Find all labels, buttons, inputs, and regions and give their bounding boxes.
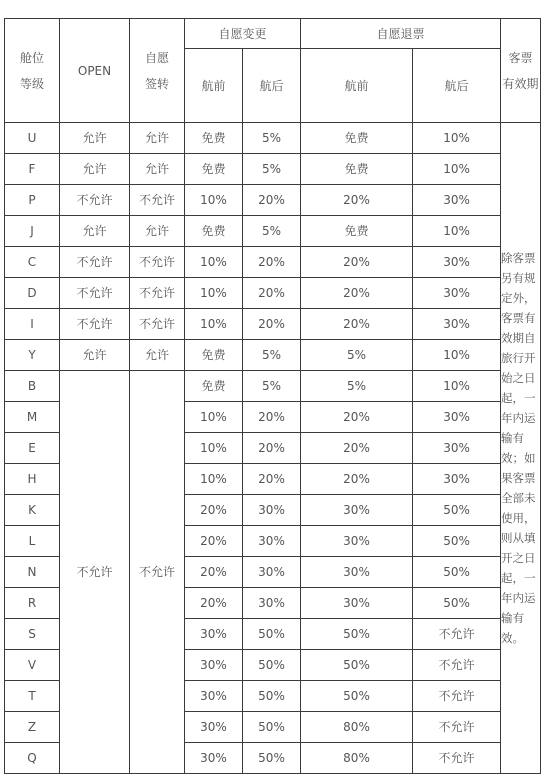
refund-after-cell: 50% [413,526,501,557]
change-before-cell: 30% [185,743,243,774]
refund-after-cell: 不允许 [413,650,501,681]
change-after-cell: 50% [243,681,301,712]
header-voluntary-endorse-line-2: 签转 [144,76,169,91]
table-row [5,247,541,278]
change-after-cell: 50% [243,619,301,650]
cabin-class-cell: M [5,402,60,433]
change-after-cell: 20% [243,309,301,340]
cabin-class-cell: C [5,247,60,278]
refund-after-cell: 30% [413,309,501,340]
refund-after-cell: 10% [413,371,501,402]
open-cell: 允许 [60,123,130,154]
change-before-cell: 10% [185,464,243,495]
table-row [5,309,541,340]
cabin-class-cell: J [5,216,60,247]
cabin-class-cell: K [5,495,60,526]
change-before-cell: 免费 [185,340,243,371]
cabin-class-cell: E [5,433,60,464]
change-before-cell: 10% [185,433,243,464]
refund-after-cell: 50% [413,557,501,588]
header-voluntary-change: 自愿变更 [185,19,301,49]
cabin-class-cell: R [5,588,60,619]
refund-after-cell: 不允许 [413,619,501,650]
cabin-class-cell: I [5,309,60,340]
refund-after-cell: 30% [413,247,501,278]
change-before-cell: 20% [185,588,243,619]
open-cell-group: 不允许 [60,371,130,774]
change-after-cell: 20% [243,185,301,216]
change-after-cell: 50% [243,743,301,774]
endorse-cell: 允许 [130,123,185,154]
refund-after-cell: 不允许 [413,712,501,743]
cabin-class-cell: N [5,557,60,588]
change-after-cell: 50% [243,650,301,681]
header-ticket-validity [501,19,541,123]
refund-before-cell: 5% [301,371,413,402]
header-voluntary-endorse [130,19,185,123]
change-after-cell: 30% [243,526,301,557]
cabin-class-cell: L [5,526,60,557]
endorse-cell: 允许 [130,340,185,371]
cabin-class-cell: D [5,278,60,309]
open-cell: 不允许 [60,278,130,309]
change-before-cell: 20% [185,526,243,557]
refund-before-cell: 50% [301,681,413,712]
change-before-cell: 10% [185,309,243,340]
refund-before-cell: 30% [301,495,413,526]
change-after-cell: 30% [243,557,301,588]
open-cell: 允许 [60,154,130,185]
endorse-cell: 允许 [130,216,185,247]
refund-after-cell: 30% [413,402,501,433]
change-after-cell: 20% [243,464,301,495]
header-change-before-departure: 航前 [185,49,243,123]
endorse-cell: 不允许 [130,278,185,309]
change-after-cell: 20% [243,278,301,309]
refund-before-cell: 20% [301,309,413,340]
change-before-cell: 10% [185,402,243,433]
table-row [5,278,541,309]
change-after-cell: 30% [243,495,301,526]
cabin-class-cell: Y [5,340,60,371]
refund-after-cell: 10% [413,216,501,247]
header-cabin-class [5,19,60,123]
cabin-class-cell: B [5,371,60,402]
cabin-class-cell: S [5,619,60,650]
cabin-class-cell: Z [5,712,60,743]
change-before-cell: 30% [185,650,243,681]
change-before-cell: 10% [185,247,243,278]
refund-after-cell: 30% [413,433,501,464]
header-cabin-class-line-1: 舱位 [19,50,44,65]
header-ticket-validity-line-1: 客票 [508,50,533,65]
refund-after-cell: 50% [413,588,501,619]
change-before-cell: 免费 [185,216,243,247]
table-row [5,154,541,185]
refund-after-cell: 30% [413,278,501,309]
table-row [5,185,541,216]
change-after-cell: 5% [243,340,301,371]
open-cell: 不允许 [60,247,130,278]
refund-after-cell: 30% [413,185,501,216]
change-after-cell: 20% [243,247,301,278]
endorse-cell: 不允许 [130,247,185,278]
refund-after-cell: 30% [413,464,501,495]
change-after-cell: 20% [243,433,301,464]
endorse-cell: 不允许 [130,185,185,216]
refund-after-cell: 不允许 [413,681,501,712]
change-before-cell: 免费 [185,123,243,154]
cabin-class-cell: H [5,464,60,495]
header-voluntary-refund: 自愿退票 [301,19,501,49]
change-after-cell: 5% [243,123,301,154]
change-before-cell: 免费 [185,154,243,185]
header-cabin-class-line-2: 等级 [19,76,44,91]
endorse-cell: 不允许 [130,309,185,340]
refund-before-cell: 免费 [301,123,413,154]
cabin-class-cell: Q [5,743,60,774]
refund-before-cell: 5% [301,340,413,371]
refund-after-cell: 不允许 [413,743,501,774]
endorse-cell-group: 不允许 [130,371,185,774]
table-row [5,371,541,402]
cabin-class-cell: U [5,123,60,154]
open-cell: 不允许 [60,185,130,216]
change-before-cell: 30% [185,619,243,650]
change-after-cell: 5% [243,216,301,247]
open-cell: 允许 [60,216,130,247]
cabin-class-cell: P [5,185,60,216]
refund-before-cell: 20% [301,185,413,216]
refund-before-cell: 20% [301,433,413,464]
change-after-cell: 30% [243,588,301,619]
refund-before-cell: 50% [301,619,413,650]
change-before-cell: 20% [185,557,243,588]
refund-before-cell: 80% [301,712,413,743]
cabin-class-cell: T [5,681,60,712]
header-voluntary-endorse-line-1: 自愿 [144,50,169,65]
change-after-cell: 5% [243,154,301,185]
header-change-after-departure: 航后 [243,49,301,123]
refund-before-cell: 80% [301,743,413,774]
refund-before-cell: 50% [301,650,413,681]
change-before-cell: 20% [185,495,243,526]
table-row [5,340,541,371]
refund-before-cell: 20% [301,464,413,495]
cabin-class-cell: F [5,154,60,185]
change-before-cell: 免费 [185,371,243,402]
refund-after-cell: 10% [413,154,501,185]
refund-before-cell: 20% [301,278,413,309]
table-row [5,216,541,247]
ticket-validity-note: 除客票另有规定外，客票有效期自旅行开始之日起，一年内运输有效；如果客票全部未使用，则从填开之日起，一年内运输有效。 [501,123,541,774]
change-before-cell: 30% [185,712,243,743]
endorse-cell: 允许 [130,154,185,185]
change-before-cell: 10% [185,185,243,216]
open-cell: 不允许 [60,309,130,340]
header-refund-before-departure: 航前 [301,49,413,123]
refund-before-cell: 20% [301,402,413,433]
change-before-cell: 10% [185,278,243,309]
change-after-cell: 5% [243,371,301,402]
refund-after-cell: 10% [413,123,501,154]
refund-before-cell: 20% [301,247,413,278]
refund-before-cell: 30% [301,557,413,588]
change-after-cell: 50% [243,712,301,743]
header-open: OPEN [60,19,130,123]
header-ticket-validity-line-2: 有效期 [502,76,539,91]
refund-before-cell: 免费 [301,216,413,247]
open-cell: 允许 [60,340,130,371]
refund-before-cell: 30% [301,588,413,619]
refund-after-cell: 50% [413,495,501,526]
refund-before-cell: 免费 [301,154,413,185]
change-after-cell: 20% [243,402,301,433]
refund-before-cell: 30% [301,526,413,557]
change-before-cell: 30% [185,681,243,712]
refund-after-cell: 10% [413,340,501,371]
header-refund-after-departure: 航后 [413,49,501,123]
cabin-class-cell: V [5,650,60,681]
table-row [5,123,541,154]
fare-rules-table [4,18,541,774]
